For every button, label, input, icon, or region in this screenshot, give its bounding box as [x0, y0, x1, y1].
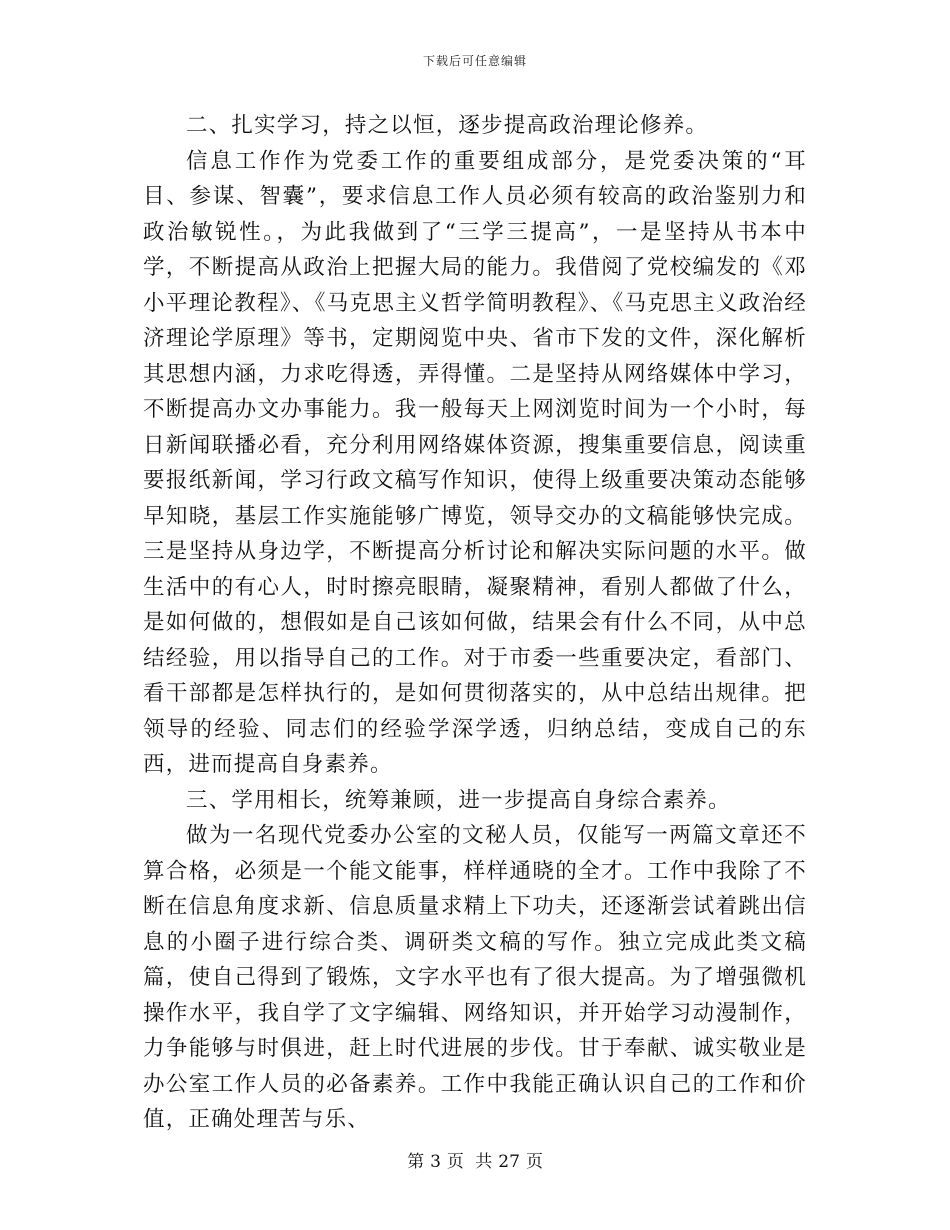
footer-prefix: 第 [407, 1152, 425, 1172]
footer-middle: 页 共 [446, 1152, 493, 1172]
total-pages-number: 27 [498, 1152, 520, 1172]
footer-suffix: 页 [525, 1152, 543, 1172]
page-footer [0, 1147, 950, 1172]
section-heading-3: 三、学用相长，统筹兼顾，进一步提高自身综合素养。 [186, 787, 731, 813]
body-paragraph: 信息工作作为党委工作的重要组成部分，是党委决策的“耳目、参谋、智囊”，要求信息工作人员必须有较高的政治鉴别力和政治敏锐性。，为此我做到了“三学三提高”，一是坚持从书本中学，不断提高从政治上把握大局的能力。我借阅了党校编发的《邓小平理论教程》、《马克思主义哲学简明教程》、《马克思主义政治经济理论学原理》等书，定期阅览中央、省市下发的文件，深化解析其思想内涵，力求吃得透，弄得懂。二是坚持从网络媒体中学习，不断提高办文办事能力。我一般每天上网浏览时间为一个小时，每日新闻联播必看，充分利用网络媒体资源，搜集重要信息，阅读重要报纸新闻，学习行政文稿写作知识，使得上级重要决策动态能够早知晓，基层工作实施能够广博览，领导交办的文稿能够快完成。三是坚持从身边学，不断提高分析讨论和解决实际问题的水平。做生活中的有心人，时时擦亮眼睛，凝聚精神，看别人都做了什么，是如何做的，想假如是自己该如何做，结果会有什么不同，从中总结经验，用以指导自己的工作。对于市委一些重要决定，看部门、看干部都是怎样执行的，是如何贯彻落实的，从中总结出规律。把领导的经验、同志们的经验学深学透，归纳总结，变成自己的东西，进而提高自身素养。 [143, 148, 807, 777]
section-heading-2: 二、扎实学习，持之以恒，逐步提高政治理论修养。 [186, 113, 709, 138]
document-body [143, 108, 807, 1138]
body-paragraph: 做为一名现代党委办公室的文秘人员，仅能写一两篇文章还不算合格，必须是一个能文能事，样样通晓的全才。工作中我除了不断在信息角度求新、信息质量求精上下功夫，还逐渐尝试着跳出信息的小圈子进行综合类、调研类文稿的写作。独立完成此类文稿篇，使自己得到了锻炼，文字水平也有了很大提高。为了增强微机操作水平，我自学了文字编辑、网络知识，并开始学习动漫制作，力争能够与时俱进，赶上时代进展的步伐。甘于奉献、诚实敬业是办公室工作人员的必备素养。工作中我能正确认识自己的工作和价值，正确处理苦与乐、 [143, 823, 807, 1132]
current-page-number: 3 [430, 1152, 441, 1172]
page-header: 下载后可任意编辑 [422, 54, 527, 68]
